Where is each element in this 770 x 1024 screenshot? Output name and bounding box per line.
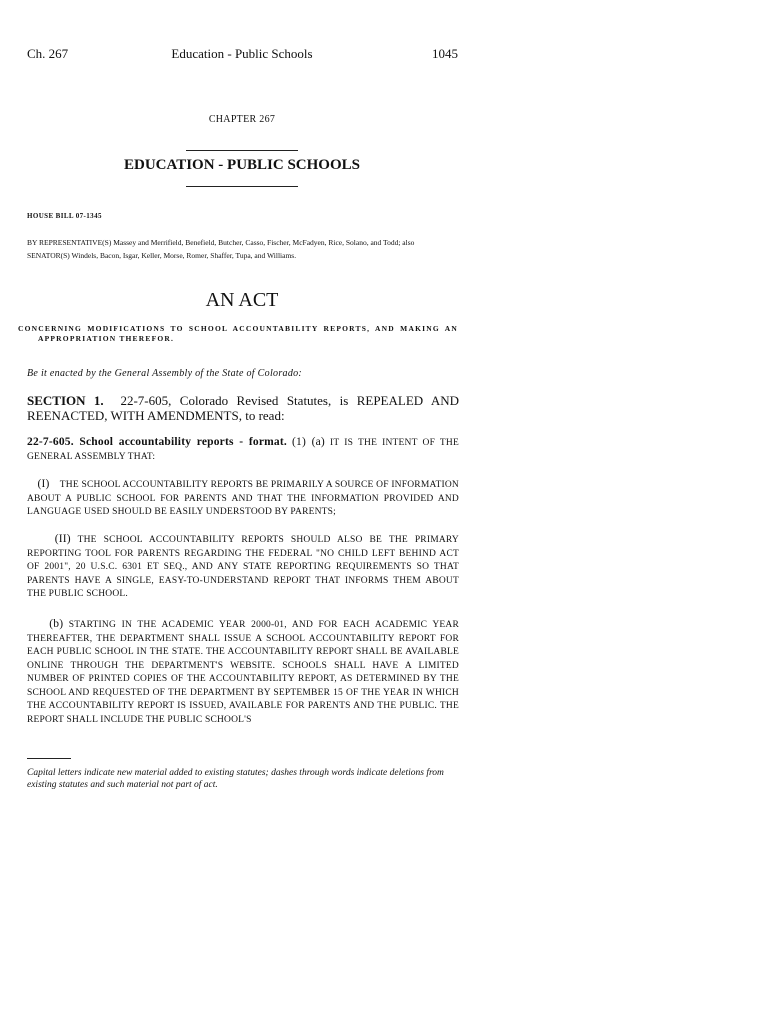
statute-heading-paragraph <box>27 436 459 464</box>
statute-heading: 22-7-605. School accountability reports - format. <box>27 436 287 448</box>
section-1-text: 22-7-605, Colorado Revised Statutes, is REPEALED AND REENACTED, WITH AMENDMENTS, to read: <box>27 393 459 423</box>
statute-item-i <box>27 478 459 520</box>
statute-item-ii <box>27 533 459 602</box>
running-title: Education - Public Schools <box>171 46 313 61</box>
statute-item-i-label: (I) <box>37 478 50 490</box>
statute-item-b-label: (b) <box>49 618 64 630</box>
act-heading: AN ACT <box>205 289 279 311</box>
act-title-line-2: APPROPRIATION THEREFOR. <box>38 334 175 343</box>
statute-item-ii-text: THE SCHOOL ACCOUNTABILITY REPORTS SHOULD ALSO BE THE PRIMARY REPORTING TOOL FOR PARENTS REGARDING THE FEDERAL "NO CHILD LEFT BEHIND ACT OF 2001", 20 U.S.C. 6301 ET SEQ., AND ANY STATE REPORTING REQUIREMENTS SO THAT PARENTS HAVE A SINGLE, EASY-TO-UNDERSTAND REPORT THAT INFORMS THEM ABOUT THE PUBLIC SCHOOL. <box>27 535 459 599</box>
statute-item-ii-label: (II) <box>54 533 71 545</box>
section-1 <box>27 393 459 423</box>
chapter-label: CHAPTER 267 <box>208 114 276 125</box>
enacting-clause: Be it enacted by the General Assembly of the State of Colorado: <box>27 368 303 379</box>
footnote: Capital letters indicate new material added to existing statutes; dashes through words indicate deletions from existing statutes and such material not part of act. <box>27 768 444 790</box>
footnote-rule <box>27 758 71 759</box>
statute-intro: IT IS THE INTENT OF THE GENERAL ASSEMBLY THAT: <box>27 438 459 462</box>
title-rule-top <box>186 150 298 151</box>
act-title-line-1: CONCERNING MODIFICATIONS TO SCHOOL ACCOUNTABILITY REPORTS, AND MAKING AN <box>18 324 458 333</box>
bill-sponsors: BY REPRESENTATIVE(S) Massey and Merrifield, Benefield, Butcher, Casso, Fischer, McFadyen, Rice, Solano, and Todd; also SENATOR(S) Windels, Bacon, Isgar, Keller, Morse, Romer, Shaffer, Tupa, and Williams. <box>27 238 415 260</box>
chapter-title: EDUCATION - PUBLIC SCHOOLS <box>123 157 360 173</box>
statute-item-b-text: STARTING IN THE ACADEMIC YEAR 2000-01, AND FOR EACH ACADEMIC YEAR THEREAFTER, THE DEPARTMENT SHALL ISSUE A SCHOOL ACCOUNTABILITY REPORT FOR EACH PUBLIC SCHOOL IN THE STATE. THE ACCOUNTABILITY REPORT SHALL BE AVAILABLE ONLINE THROUGH THE DEPARTMENT'S WEBSITE. SCHOOLS SHALL HAVE A LIMITED NUMBER OF PRINTED COPIES OF THE ACCOUNTABILITY REPORT, AS DETERMINED BY THE SCHOOL AND REQUESTED OF THE DEPARTMENT BY SEPTEMBER 15 OF THE YEAR IN WHICH THE ACCOUNTABILITY REPORT IS ISSUED, AVAILABLE FOR PARENTS AND THE PUBLIC. THE REPORT SHALL INCLUDE THE PUBLIC SCHOOL'S <box>27 620 460 725</box>
section-1-label: SECTION 1. <box>27 393 104 408</box>
statute-item-i-text: THE SCHOOL ACCOUNTABILITY REPORTS BE PRIMARILY A SOURCE OF INFORMATION ABOUT A PUBLIC SCHOOL FOR PARENTS AND THAT THE INFORMATION PROVIDED AND LANGUAGE USED SHOULD BE EASILY UNDERSTOOD BY PARENTS; <box>27 480 459 517</box>
title-rule-bottom <box>186 186 298 187</box>
statute-subsection: (1) (a) <box>292 436 325 448</box>
bill-id: HOUSE BILL 07-1345 <box>27 212 102 220</box>
page-number: 1045 <box>432 46 458 61</box>
statute-item-b <box>27 618 459 727</box>
chapter-reference: Ch. 267 <box>27 46 69 61</box>
